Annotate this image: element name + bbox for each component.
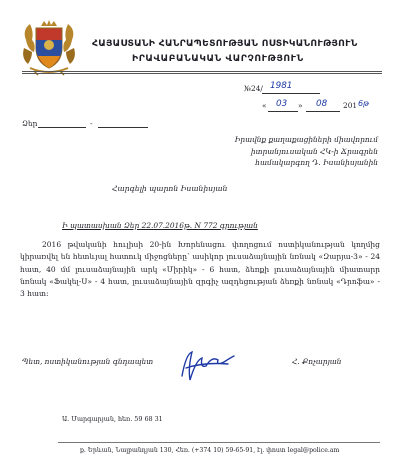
- addressee-line3: համակարգող Դ. Իսանիսյանին: [255, 158, 378, 167]
- subject-line: Ի պատասխան Ձեր 22.07.2016թ. N 772 գրության: [62, 221, 258, 230]
- date-day-field: [268, 111, 298, 112]
- outgoing-number-field: [262, 93, 320, 94]
- signatory-name: Հ. Քոչարյան: [292, 357, 342, 366]
- header-divider-top: [22, 71, 382, 72]
- addressee: [235, 134, 378, 169]
- organization-name-line1: ՀԱՅԱՍՏԱՆԻ ՀԱՆՐԱՊԵՏՈՒԹՅԱՆ ՈՍՏԻԿԱՆՈՒԹՅՈՒՆ: [92, 38, 358, 49]
- outgoing-number-value: 1981: [270, 81, 293, 91]
- footer-address: ք. Երևան, Նալբանդյան 130, Հեռ. (+374 10) 59-65-91, էլ. փոստ legal@police.am: [80, 447, 340, 454]
- armenian-coat-of-arms-emblem-icon: [20, 18, 78, 76]
- footer-divider: [58, 442, 380, 443]
- organization-name-line2: ԻՐԱՎԱԲԱՆԱԿԱՆ ՎԱՐՉՈՒԹՅՈՒՆ: [132, 53, 304, 64]
- date-day: 03: [276, 99, 288, 109]
- addressee-line1: Իրավնք քաղաքացիների միավորում: [234, 135, 378, 144]
- date-month: 08: [316, 99, 328, 109]
- date-year-prefix: 201: [343, 101, 358, 110]
- letter-body: [20, 239, 380, 300]
- date-close-quote: »: [298, 101, 303, 110]
- executor-contact: Ա. Մարգարյան, հեռ. 59 68 31: [62, 415, 163, 423]
- salutation: Հարգելի պարոն Իսանիսյան: [112, 184, 228, 193]
- outgoing-number-label: №24/: [244, 84, 263, 93]
- date-open-quote: «: [262, 101, 267, 110]
- signatory-position: Պետ, ոստիկանության գնդապետ: [22, 357, 154, 366]
- reply-reference-field: [38, 127, 86, 128]
- header-divider-bottom: [22, 73, 382, 74]
- date-month-field: [306, 111, 340, 112]
- reply-reference-label: Ձեր: [22, 119, 38, 128]
- date-year-suffix: 6թ: [358, 99, 369, 108]
- addressee-line2: իտրանյուսական ՀԿ-ի Ճրագրեն: [250, 146, 378, 156]
- handwritten-signature-icon: [176, 346, 238, 384]
- reply-reference-date-field: [98, 127, 148, 128]
- body-paragraph: 2016 թվականի հուլիսի 20-ին Խորենացու փողոցում ոստիկանության կողմից կիրառվել են հետևյալ հատուկ միջոցները՝ ասիկոր լուսաձայնային նռնակ «Զարյա-3» - 24 հատ, 40 մմ լուսաձայնային արկ «Միրիկ» - 6 հատ, ձեռքի լուսաձայնային միատարր նռնակ «Ֆակել-Ս» - 4 հատ, լուսաձայնային զրգիչ ազդեցության ձեռքի նռնակ «Դրոֆա» - 3 հատ:: [20, 240, 380, 299]
- reply-reference-separator: -: [90, 119, 93, 128]
